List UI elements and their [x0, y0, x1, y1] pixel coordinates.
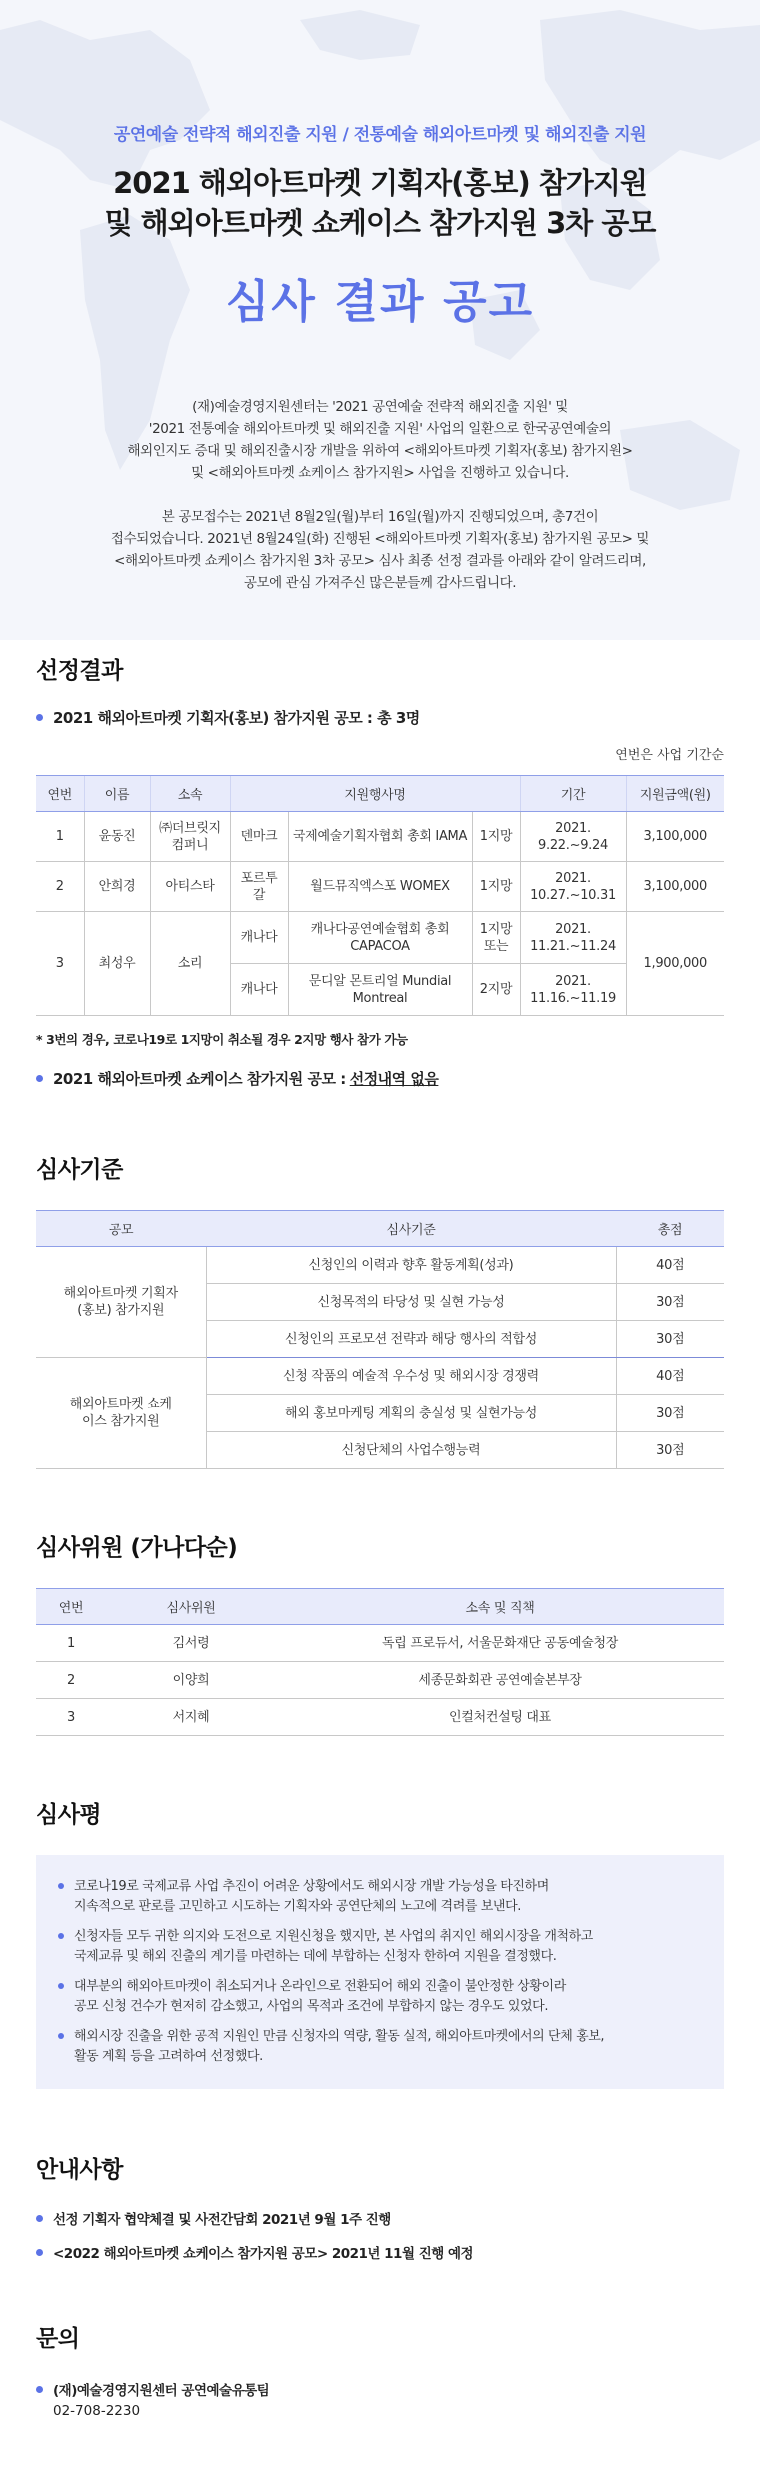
notice-item — [36, 2242, 724, 2262]
selection-table — [36, 775, 724, 1016]
selection-sub2-prefix: 2021 해외아트마켓 쇼케이스 참가지원 공모 : — [53, 1070, 346, 1088]
review-line: 지속적으로 판로를 고민하고 시도하는 기획자와 공연단체의 노고에 격려를 보낸다. — [74, 1899, 521, 1914]
cell-org: 아티스타 — [150, 862, 230, 912]
review-item — [58, 1877, 704, 1917]
review-line: 신청자들 모두 귀한 의지와 도전으로 지원신청을 했지만, 본 사업의 취지인 해외시장을 개척하고 — [74, 1929, 593, 1944]
intro-line: 접수되었습니다. 2021년 8월24일(화) 진행된 <해외아트마켓 기획자(홍보) 참가지원 공모> 및 — [110, 531, 650, 547]
notice-section — [0, 2089, 760, 2262]
cell-no: 1 — [36, 1625, 106, 1662]
cell-no: 2 — [36, 1662, 106, 1699]
criteria-text: 신청 작품의 예술적 우수성 및 해외시장 경쟁력 — [206, 1358, 616, 1395]
cell-no: 2 — [36, 862, 84, 912]
committee-table — [36, 1588, 724, 1736]
cell-type: 1지망 — [472, 862, 520, 912]
hero-kicker: 공연예술 전략적 해외진출 지원 / 전통예술 해외아트마켓 및 해외진출 지원 — [113, 125, 647, 145]
col-header: 심사위원 — [106, 1589, 276, 1625]
selection-section — [0, 640, 760, 1089]
criteria-section — [0, 1089, 760, 1469]
hero-title — [0, 163, 760, 243]
cell-event: 월드뮤직엑스포 WOMEX — [288, 862, 472, 912]
cell-country: 캐나다 — [230, 964, 288, 1016]
table-row — [36, 1699, 724, 1736]
review-item — [58, 2027, 704, 2067]
cell-org: 소리 — [150, 912, 230, 1016]
cell-country: 포르투갈 — [230, 862, 288, 912]
criteria-text: 신청목적의 타당성 및 실현 가능성 — [206, 1284, 616, 1321]
cell-name: 안희경 — [84, 862, 150, 912]
cell-period: 2021. 10.27.~10.31 — [520, 862, 626, 912]
review-section — [0, 1736, 760, 2089]
cell-event: 캐나다공연예술협회 총회 CAPACOA — [288, 912, 472, 964]
committee-title: 심사위원 (가나다순) — [36, 1535, 238, 1561]
criteria-group-name: 해외아트마켓 쇼케이스 참가지원 — [36, 1358, 206, 1469]
intro-line: 해외인지도 증대 및 해외진출시장 개발을 위하여 <해외아트마켓 기획자(홍보) 참가지원> — [127, 443, 633, 459]
bullet-dot-icon — [58, 1983, 64, 1989]
table-row — [36, 1247, 724, 1284]
bullet-dot-icon — [36, 1075, 43, 1082]
criteria-group-name: 해외아트마켓 기획자(홍보) 참가지원 — [36, 1247, 206, 1358]
cell-amount: 3,100,000 — [626, 862, 724, 912]
col-header: 소속 — [150, 776, 230, 812]
cell-role: 독립 프로듀서, 서울문화재단 공동예술청장 — [276, 1625, 724, 1662]
contact-phone: 02-708-2230 — [53, 2403, 141, 2419]
cell-type: 2지망 — [472, 964, 520, 1016]
criteria-score: 30점 — [616, 1432, 724, 1469]
cell-period: 2021. 9.22.~9.24 — [520, 812, 626, 862]
contact-section — [0, 2262, 760, 2479]
bullet-dot-icon — [58, 2033, 64, 2039]
cell-event: 문디알 몬트리얼 Mundial Montreal — [288, 964, 472, 1016]
hero-content — [0, 0, 760, 594]
table-row — [36, 812, 724, 862]
cell-name: 윤동진 — [84, 812, 150, 862]
bullet-dot-icon — [36, 2386, 43, 2393]
criteria-title: 심사기준 — [36, 1157, 123, 1183]
hero-intro — [0, 396, 760, 594]
review-line: 대부분의 해외아트마켓이 취소되거나 온라인으로 전환되어 해외 진출이 불안정한 상황이라 — [74, 1979, 566, 1994]
notice-item — [36, 2208, 724, 2228]
contact-org — [36, 2379, 724, 2399]
review-title: 심사평 — [36, 1802, 102, 1828]
review-line: 공모 신청 건수가 현저히 감소했고, 사업의 목적과 조건에 부합하지 않는 경우도 있었다. — [74, 1999, 549, 2014]
bullet-dot-icon — [58, 1933, 64, 1939]
col-header: 소속 및 직책 — [276, 1589, 724, 1625]
cell-period: 2021. 11.16.~11.19 — [520, 964, 626, 1016]
col-header: 지원행사명 — [230, 776, 520, 812]
cell-type: 1지망 — [472, 812, 520, 862]
cell-type: 1지망 또는 — [472, 912, 520, 964]
col-header: 연번 — [36, 776, 84, 812]
review-line: 코로나19로 국제교류 사업 추진이 어려운 상황에서도 해외시장 개발 가능성을 타진하며 — [74, 1879, 549, 1894]
review-line: 국제교류 및 해외 진출의 계기를 마련하는 데에 부합하는 신청자 한하여 지원을 결정했다. — [74, 1949, 557, 1964]
criteria-text: 신청단체의 사업수행능력 — [206, 1432, 616, 1469]
cell-country: 캐나다 — [230, 912, 288, 964]
bullet-dot-icon — [36, 714, 43, 721]
cell-no: 3 — [36, 912, 84, 1016]
bullet-dot-icon — [36, 2215, 43, 2222]
table-row — [36, 1625, 724, 1662]
cell-country: 덴마크 — [230, 812, 288, 862]
notice-text: <2022 해외아트마켓 쇼케이스 참가지원 공모> 2021년 11월 진행 예정 — [53, 2246, 474, 2262]
criteria-score: 30점 — [616, 1284, 724, 1321]
intro-line: (재)예술경영지원센터는 '2021 공연예술 전략적 해외진출 지원' 및 — [192, 399, 568, 415]
criteria-score: 40점 — [616, 1247, 724, 1284]
intro-line: <해외아트마켓 쇼케이스 참가지원 3차 공모> 심사 최종 선정 결과를 아래와 같이 알려드리며, — [114, 553, 646, 569]
col-header: 연번 — [36, 1589, 106, 1625]
table-header-row — [36, 1589, 724, 1625]
col-header: 심사기준 — [206, 1211, 616, 1247]
col-header: 기간 — [520, 776, 626, 812]
cell-no: 3 — [36, 1699, 106, 1736]
cell-no: 1 — [36, 812, 84, 862]
review-line: 해외시장 진출을 위한 공적 지원인 만큼 신청자의 역량, 활동 실적, 해외아트마켓에서의 단체 홍보, — [74, 2029, 605, 2044]
contact-title: 문의 — [36, 2326, 80, 2352]
selection-title: 선정결과 — [36, 658, 123, 684]
selection-sub1 — [36, 707, 724, 728]
intro-line: 및 <해외아트마켓 쇼케이스 참가지원> 사업을 진행하고 있습니다. — [191, 465, 569, 481]
cell-event: 국제예술기획자협회 총회 IAMA — [288, 812, 472, 862]
committee-section — [0, 1469, 760, 1736]
table-row — [36, 1662, 724, 1699]
criteria-text: 해외 홍보마케팅 계획의 충실성 및 실현가능성 — [206, 1395, 616, 1432]
col-header: 총점 — [616, 1211, 724, 1247]
table-row — [36, 912, 724, 964]
review-item — [58, 1977, 704, 2017]
cell-role: 세종문화회관 공연예술본부장 — [276, 1662, 724, 1699]
table-header-row — [36, 1211, 724, 1247]
selection-sub2-value: 선정내역 없음 — [349, 1070, 439, 1088]
cell-name: 서지혜 — [106, 1699, 276, 1736]
cell-name: 이양희 — [106, 1662, 276, 1699]
criteria-text: 신청인의 이력과 향후 활동계획(성과) — [206, 1247, 616, 1284]
review-item — [58, 1927, 704, 1967]
cell-name: 김서령 — [106, 1625, 276, 1662]
intro-line: 본 공모접수는 2021년 8월2일(월)부터 16일(월)까지 진행되었으며, 총7건이 — [161, 509, 599, 525]
cell-org: ㈜더브릿지 컴퍼니 — [150, 812, 230, 862]
criteria-score: 30점 — [616, 1395, 724, 1432]
cell-amount: 1,900,000 — [626, 912, 724, 1016]
hero-result-title: 심사 결과 공고 — [225, 275, 535, 328]
hero-banner — [0, 0, 760, 640]
contact-org-text: (재)예술경영지원센터 공연예술유통팀 — [53, 2383, 270, 2399]
intro-line: '2021 전통예술 해외아트마켓 및 해외진출 지원' 사업의 일환으로 한국공연예술의 — [148, 421, 612, 437]
table-header-row — [36, 776, 724, 812]
criteria-score: 40점 — [616, 1358, 724, 1395]
bullet-dot-icon — [36, 2249, 43, 2256]
col-header: 공모 — [36, 1211, 206, 1247]
bullet-dot-icon — [58, 1883, 64, 1889]
notice-title: 안내사항 — [36, 2157, 123, 2183]
review-line: 활동 계획 등을 고려하여 선정했다. — [74, 2049, 263, 2064]
hero-title-line2: 및 해외아트마켓 쇼케이스 참가지원 3차 공모 — [104, 206, 656, 240]
notice-text: 선정 기획자 협약체결 및 사전간담회 2021년 9월 1주 진행 — [53, 2212, 391, 2228]
criteria-text: 신청인의 프로모션 전략과 해당 행사의 적합성 — [206, 1321, 616, 1358]
cell-period: 2021. 11.21.~11.24 — [520, 912, 626, 964]
selection-sub2 — [36, 1068, 724, 1089]
selection-footnote: * 3번의 경우, 코로나19로 1지망이 취소될 경우 2지망 행사 참가 가능 — [36, 1032, 408, 1047]
criteria-table — [36, 1210, 724, 1469]
table-row — [36, 1358, 724, 1395]
cell-role: 인컬처컨설팅 대표 — [276, 1699, 724, 1736]
cell-name: 최성우 — [84, 912, 150, 1016]
intro-line: 공모에 관심 가져주신 많은분들께 감사드립니다. — [243, 575, 517, 591]
col-header: 이름 — [84, 776, 150, 812]
col-header: 지원금액(원) — [626, 776, 724, 812]
criteria-score: 30점 — [616, 1321, 724, 1358]
hero-title-line1: 2021 해외아트마켓 기획자(홍보) 참가지원 — [113, 166, 647, 200]
review-box — [36, 1855, 724, 2089]
table-row — [36, 862, 724, 912]
selection-sub1-text: 2021 해외아트마켓 기획자(홍보) 참가지원 공모 : 총 3명 — [53, 709, 420, 727]
order-note: 연번은 사업 기간순 — [615, 748, 724, 763]
cell-amount: 3,100,000 — [626, 812, 724, 862]
